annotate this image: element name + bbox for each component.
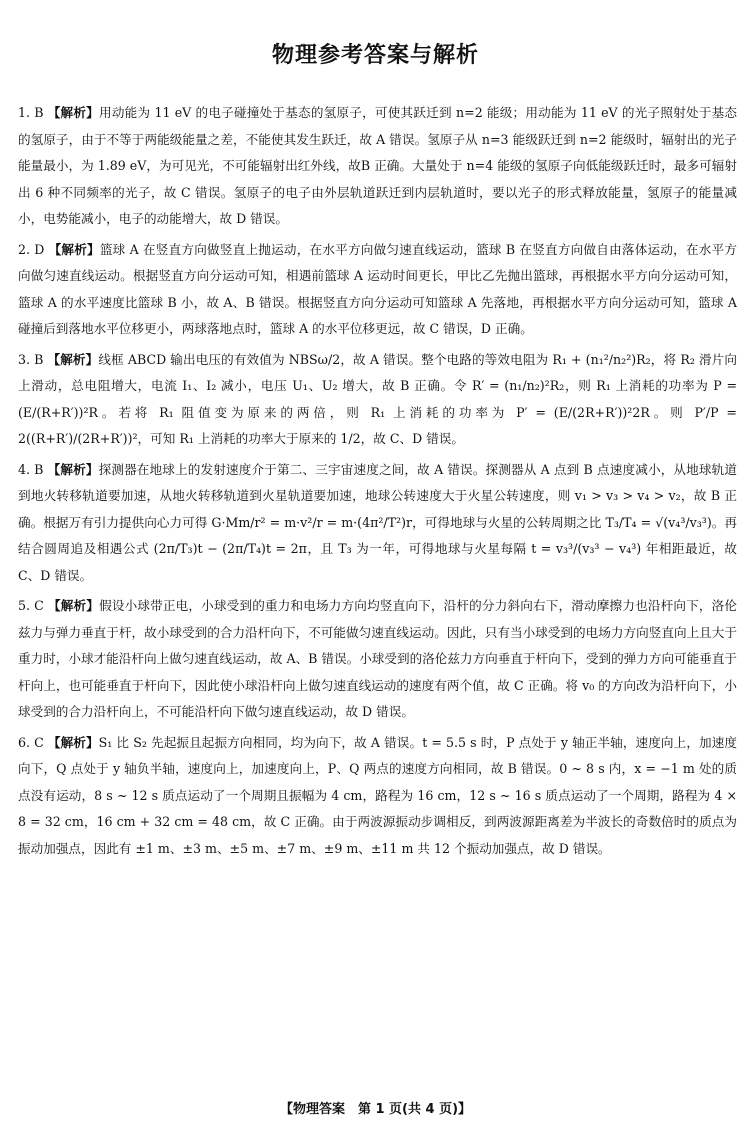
answer-text: 用动能为 11 eV 的电子碰撞处于基态的氢原子，可使其跃迁到 n=2 能级；用动能为 11 eV 的光子照射处于基态的氢原子，由于不等于两能级能量之差，不能使其发生跃迁，故 A 错误。氢原子从 n=3 能级跃迁到 n=2 能级时，辐射出的光子能量最小，为 1.89 eV，为可见光，不可能辐射出红外线，故B 正确。大量处于 n=4 能级的氢原子向低能级跃迁时，最多可辐射出 6 种不同频率的光子，故 C 错误。氢原子的电子由外层轨道跃迁到内层轨道时，要以光子的形式释放能量，氢原子的能量减小，电势能减小，电子的动能增大，故 D 错误。: [18, 105, 737, 226]
answer-text: 线框 ABCD 输出电压的有效值为 NBSω/2，故 A 错误。整个电路的等效电阻为 R₁ + (n₁²/n₂²)R₂，将 R₂ 滑片向上滑动，总电阻增大，电流 I₁、I₂ 减小，电压 U₁、U₂ 增大，故 B 正确。令 R′ = (n₁/n₂)²R₂，则 R₁ 上消耗的功率为 P = (E/(R+R′))²R。若将 R₁ 阻值变为原来的两倍，则 R₁ 上消耗的功率为 P′ = (E/(2R+R′))²2R。则 P′/P = 2((R+R′)/(2R+R′))²，可知 R₁ 上消耗的功率大于原来的 1/2，故 C、D 错误。: [18, 351, 737, 446]
answer-item-2: [18, 237, 737, 343]
answer-item-1: [18, 100, 737, 233]
answer-item-4: [18, 457, 737, 590]
answer-number: 2. D: [18, 241, 45, 257]
analysis-tag: 【解析】: [47, 461, 99, 477]
analysis-tag: 【解析】: [48, 241, 100, 257]
analysis-tag: 【解析】: [47, 105, 99, 120]
answer-text: S₁ 比 S₂ 先起振且起振方向相同，均为向下，故 A 错误。t = 5.5 s 时，P 点处于 y 轴正半轴，速度向上，加速度向下，Q 点处于 y 轴负半轴，速度向上，加速度向上，P、Q 两点的速度方向相同，故 B 错误。0 ~ 8 s 内，x = −1 m 处的质点没有运动，8 s ~ 12 s 质点运动了一个周期且振幅为 4 cm，路程为 16 cm，12 s ~ 16 s 质点运动了一个周期，路程为 4 × 8 = 32 cm，16 cm + 32 cm = 48 cm，故 C 正确。由于两波源振动步调相反，到两波源距离差为半波长的奇数倍时的质点为振动加强点，因此有 ±1 m、±3 m、±5 m、±7 m、±9 m、±11 m 共 12 个振动加强点，故 D 错误。: [18, 734, 737, 856]
answer-number: 5. C: [18, 598, 44, 613]
analysis-tag: 【解析】: [48, 598, 100, 613]
answer-text: 探测器在地球上的发射速度介于第二、三宇宙速度之间，故 A 错误。探测器从 A 点到 B 点速度减小，从地球轨道到地火转移轨道要加速，从地火转移轨道到火星轨道要加速，地球公转速度大于火星公转速度，则 v₁ > v₃ > v₄ > v₂，故 B 正确。根据万有引力提供向心力可得 G·Mm/r² = m·v²/r = m·(4π²/T²)r，可得地球与火星的公转周期之比 T₃/T₄ = √(v₄³/v₃³)。再结合圆周追及相遇公式 (2π/T₃)t − (2π/T₄)t = 2π，且 T₃ 为一年，可得地球与火星每隔 t = v₃³/(v₃³ − v₄³) 年相距最近，故 C、D 错误。: [18, 461, 738, 583]
answer-text: 篮球 A 在竖直方向做竖直上抛运动，在水平方向做匀速直线运动，篮球 B 在竖直方向做自由落体运动，在水平方向做匀速直线运动。根据竖直方向分运动可知，相遇前篮球 A 运动时间更长，甲比乙先抛出篮球，再根据水平方向分运动可知，篮球 A 的水平速度比篮球 B 小，故 A、B 错误。根据竖直方向分运动可知篮球 A 先落地，再根据水平方向分运动可知，篮球 A 碰撞后到落地水平位移更小，两球落地点时，篮球 A 的水平位移更远，故 C 错误，D 正确。: [18, 241, 737, 336]
page-footer: 【物理答案 第 1 页(共 4 页)】: [279, 1102, 472, 1117]
answer-list: [18, 100, 737, 866]
answer-text: 假设小球带正电，小球受到的重力和电场力方向均竖直向下，沿杆的分力斜向右下，滑动摩擦力也沿杆向下，洛伦兹力与弹力垂直于杆，故小球受到的合力沿杆向下，不可能做匀速直线运动。因此，只有当小球受到的电场力方向竖直向上且大于重力时，小球才能沿杆向上做匀速直线运动，故 A、B 错误。小球受到的洛伦兹力方向垂直于杆向下，受到的弹力方向可能垂直于杆向上，也可能垂直于杆向下，因此使小球沿杆向上做匀速直线运动的速度有两个值，故 C 正确。将 v₀ 的方向改为沿杆向下，小球受到的合力沿杆向上，不可能沿杆向下做匀速直线运动，故 D 错误。: [18, 598, 738, 719]
analysis-tag: 【解析】: [47, 351, 99, 367]
answer-number: 3. B: [18, 351, 44, 367]
answer-item-5: [18, 593, 737, 726]
answer-number: 4. B: [18, 461, 44, 477]
answer-number: 1. B: [18, 105, 44, 120]
page-title: 物理参考答案与解析: [271, 43, 479, 68]
analysis-tag: 【解析】: [47, 734, 99, 750]
answer-item-6: [18, 730, 737, 863]
answer-number: 6. C: [18, 734, 44, 750]
answer-item-3: [18, 347, 737, 453]
